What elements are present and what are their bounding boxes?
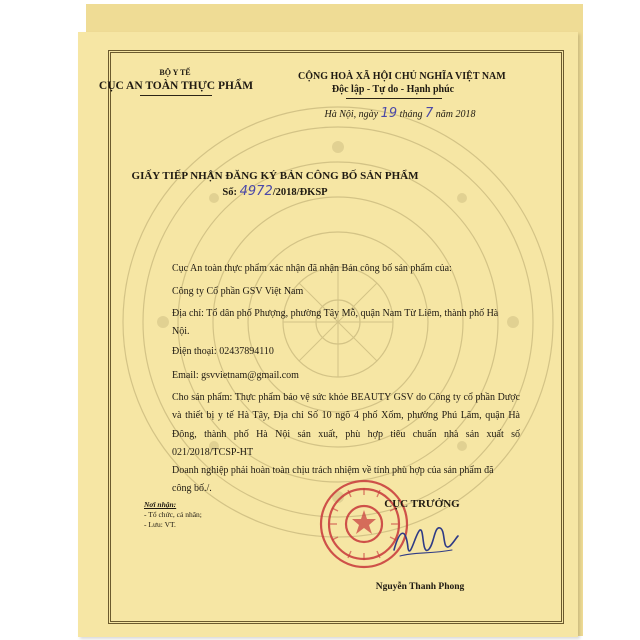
recipients-heading: Nơi nhận: — [144, 500, 177, 509]
dateline — [300, 106, 500, 121]
signatory-title: CỤC TRƯỞNG — [384, 498, 460, 510]
recipients-block — [144, 500, 202, 530]
number-handwritten: 4972 — [239, 184, 273, 199]
number-suffix: /2018/ĐKSP — [272, 187, 328, 198]
nation-name: CỘNG HOÀ XÃ HỘI CHỦ NGHĨA VIỆT NAM — [298, 71, 506, 82]
company-phone: Điện thoại: 02437894110 — [172, 346, 274, 357]
handwritten-signature — [390, 520, 460, 565]
date-prefix: Hà Nội, ngày — [324, 109, 379, 120]
date-year-label: năm 2018 — [435, 109, 476, 120]
national-motto: Độc lập - Tự do - Hạnh phúc — [331, 84, 455, 95]
company-address: Địa chỉ: Tổ dân phố Phượng, phường Tây Mỗ, quận Nam Từ Liêm, thành phố Hà Nội. — [172, 308, 499, 338]
number-prefix: Số: — [222, 187, 238, 198]
recipient-item: - Tổ chức, cá nhân; — [144, 510, 202, 519]
agency-name: CỤC AN TOÀN THỰC PHẨM — [98, 80, 254, 92]
motto-underline — [346, 98, 442, 99]
signatory-name: Nguyễn Thanh Phong — [375, 582, 465, 592]
responsibility-note: Doanh nghiệp phải hoàn toàn chịu trách nhiệm về tính phù hợp của sản phẩm đã công bố./. — [172, 465, 494, 495]
recipient-item: - Lưu: VT. — [144, 520, 176, 529]
date-month-label: tháng — [399, 109, 423, 120]
agency-underline — [140, 95, 212, 96]
date-month-handwritten: 7 — [424, 106, 434, 121]
document-number — [110, 184, 440, 199]
company-email: Email: gsvvietnam@gmail.com — [172, 370, 299, 381]
date-day-handwritten: 19 — [380, 106, 398, 121]
ministry-name: BỘ Y TẾ — [159, 68, 191, 77]
intro-text: Cục An toàn thực phẩm xác nhận đã nhận Bản công bố sản phẩm của: — [172, 263, 452, 274]
document-title: GIẤY TIẾP NHẬN ĐĂNG KÝ BẢN CÔNG BỐ SẢN PHẨM — [131, 170, 419, 182]
product-description: Cho sản phẩm: Thực phẩm bảo vệ sức khỏe BEAUTY GSV do Công ty cổ phần Dược và thiết bị y tế Hà Tây, Địa chỉ Số 10 ngõ 4 phố Xốm, phường Phú Lãm, quận Hà Đông, thành phố Hà Nội sản xuất, phù hợp tiêu chuẩn nhà sản xuất số 021/2018/TCSP-HT — [172, 392, 520, 459]
company-name: Công ty Cổ phần GSV Việt Nam — [172, 286, 304, 297]
